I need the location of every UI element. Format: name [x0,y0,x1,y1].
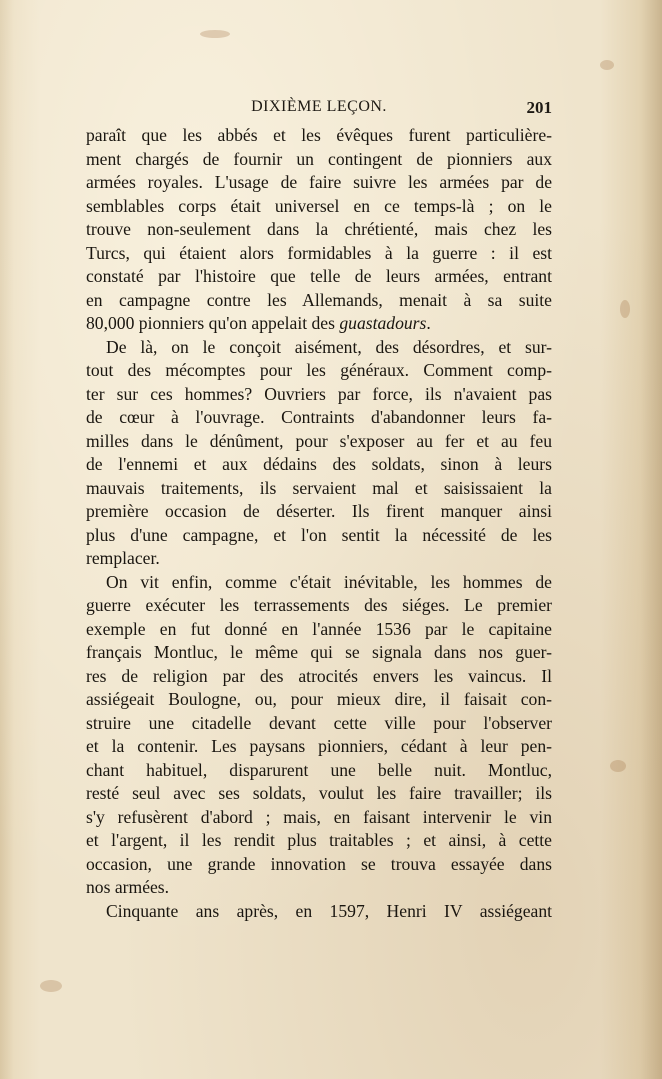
text-line: première occasion de déserter. Ils firent manquer ainsi [86,501,552,521]
text-line: mauvais traitements, ils servaient mal et saisissaient la [86,477,552,498]
text-line: de l'ennemi et aux dédains des soldats, sinon à leurs [86,454,552,474]
text-line: tout des mécomptes pour les généraux. Comment comp- [86,360,552,380]
italic-term: guastadours [339,313,427,333]
text-line: Cinquante ans après, en 1597, Henri IV assiégeant [106,900,552,921]
text-line: constaté par l'histoire que telle de leurs armées, entrant [86,266,552,286]
text-line: nos armées. [86,877,170,897]
stain [610,760,626,772]
text-line: français Montluc, le même qui se signala dans nos guer- [86,642,552,662]
text-line: On vit enfin, comme c'était inévitable, les hommes de [106,571,552,592]
stain [40,980,62,992]
text-line: ment chargés de fournir un contingent de pionniers aux [86,148,552,169]
text-line: struire une citadelle devant cette ville pour l'observer [86,712,552,733]
text-line: resté seul avec ses soldats, voulut les faire travailler; ils [86,783,552,803]
text-line: assiégeait Boulogne, ou, pour mieux dire, il faisait con- [86,689,552,709]
text-line: Turcs, qui étaient alors formidables à la guerre : il est [86,242,552,263]
page-number: 201 [526,98,552,117]
text-line: milles dans le dénûment, pour s'exposer au fer et au feu [86,430,552,451]
text-line: occasion, une grande innovation se trouva essayée dans [86,853,552,874]
body-text [86,124,552,923]
page-header [86,98,552,124]
text-line: 80,000 pionniers qu'on appelait des guastadours. [86,313,431,333]
text-line: res de religion par des atrocités envers les vaincus. Il [86,665,552,686]
text-line: remplacer. [86,548,160,568]
text-line: et la contenir. Les paysans pionniers, cédant à leur pen- [86,736,552,756]
text-line: plus d'une campagne, et l'on sentit la nécessité de les [86,524,552,545]
text-line: et l'argent, il les rendit plus traitables ; et ainsi, à cette [86,830,552,850]
stain [600,60,614,70]
text-line: armées royales. L'usage de faire suivre les armées par de [86,172,552,192]
stain [620,300,630,318]
text-line: chant habituel, disparurent une belle nuit. Montluc, [86,759,552,780]
text-line: exemple en fut donné en l'année 1536 par le capitaine [86,618,552,639]
text-line: De là, on le conçoit aisément, des désordres, et sur- [106,336,552,357]
stain [200,30,230,38]
text-line: en campagne contre les Allemands, menait à sa suite [86,289,552,310]
running-head: DIXIÈME LEÇON. [251,98,387,115]
text-line: paraît que les abbés et les évêques furent particulière- [86,125,552,145]
text-line: semblables corps était universel en ce temps-là ; on le [86,195,552,216]
text-line: guerre exécuter les terrassements des siéges. Le premier [86,595,552,615]
text-line: trouve non-seulement dans la chrétienté, mais chez les [86,219,552,239]
text-line: s'y refusèrent d'abord ; mais, en faisant intervenir le vin [86,806,552,827]
text-line: ter sur ces hommes? Ouvriers par force, ils n'avaient pas [86,383,552,404]
text-line: de cœur à l'ouvrage. Contraints d'abandonner leurs fa- [86,407,552,427]
